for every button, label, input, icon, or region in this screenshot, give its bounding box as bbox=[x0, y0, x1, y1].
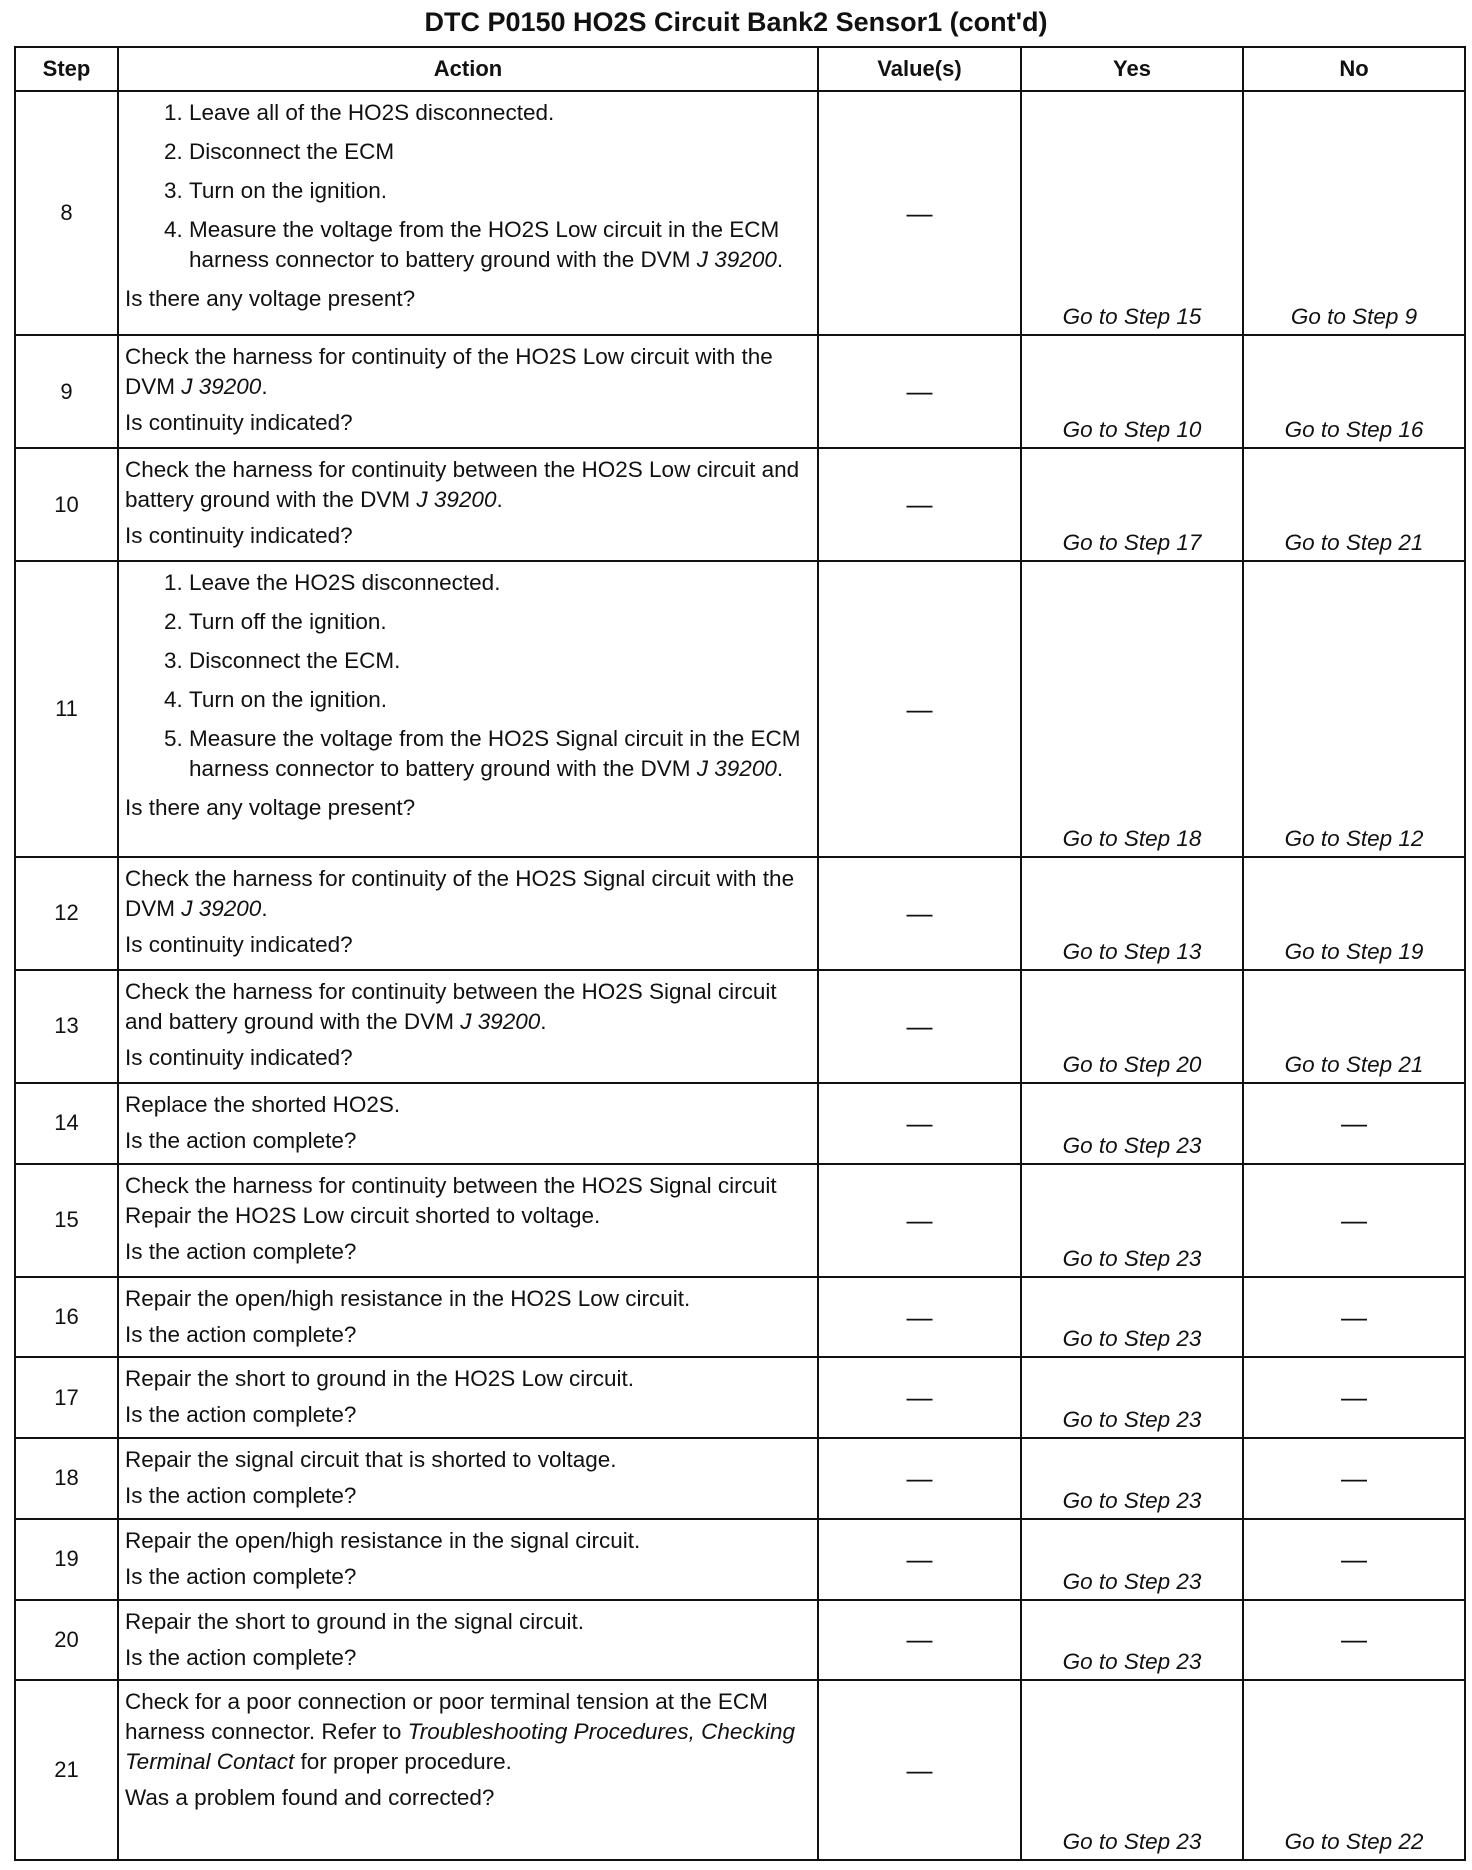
action-cell bbox=[118, 857, 818, 970]
step-number: 13 bbox=[15, 970, 118, 1083]
step-number: 18 bbox=[15, 1438, 118, 1519]
value-cell: — bbox=[818, 448, 1021, 561]
action-cell bbox=[118, 1600, 818, 1681]
yes-cell: Go to Step 23 bbox=[1021, 1164, 1243, 1277]
yes-cell: Go to Step 15 bbox=[1021, 91, 1243, 335]
action-text bbox=[125, 1687, 809, 1777]
action-cell bbox=[118, 1083, 818, 1164]
table-row bbox=[15, 1600, 1465, 1681]
action-cell bbox=[118, 335, 818, 448]
step-number: 10 bbox=[15, 448, 118, 561]
tool-reference: J 39200 bbox=[181, 374, 262, 400]
action-cell bbox=[118, 448, 818, 561]
action-text: Repair the short to ground in the HO2S Low circuit. bbox=[125, 1366, 635, 1392]
action-text: Check the harness for continuity between the HO2S Low circuit and battery ground with the DVM J 39200. bbox=[125, 457, 800, 513]
action-cell bbox=[118, 91, 818, 335]
header-no: No bbox=[1243, 47, 1465, 91]
yes-cell: Go to Step 23 bbox=[1021, 1519, 1243, 1600]
action-cell bbox=[118, 1438, 818, 1519]
action-question: Is continuity indicated? bbox=[125, 410, 353, 436]
action-question: Is continuity indicated? bbox=[125, 931, 353, 957]
tool-reference: J 39200 bbox=[416, 487, 497, 513]
yes-cell: Go to Step 23 bbox=[1021, 1438, 1243, 1519]
action-cell bbox=[118, 970, 818, 1083]
yes-cell: Go to Step 10 bbox=[1021, 335, 1243, 448]
action-cell bbox=[118, 1680, 818, 1860]
action-text: Check the harness for continuity between the HO2S Signal circuit and battery ground with the DVM J 39200. bbox=[125, 978, 777, 1034]
substep: 1. Leave all of the HO2S disconnected. bbox=[189, 98, 809, 128]
value-cell: — bbox=[818, 1438, 1021, 1519]
substep: 4. Turn on the ignition. bbox=[189, 685, 809, 715]
action-question: Is the action complete? bbox=[125, 1644, 357, 1670]
step-number: 11 bbox=[15, 561, 118, 857]
action-cell bbox=[118, 1519, 818, 1600]
action-cell bbox=[118, 1277, 818, 1358]
action-question: Is the action complete? bbox=[125, 1402, 357, 1428]
value-cell: — bbox=[818, 1600, 1021, 1681]
action-question: Is continuity indicated? bbox=[125, 523, 353, 549]
action-question: Is there any voltage present? bbox=[125, 286, 416, 311]
yes-cell: Go to Step 23 bbox=[1021, 1277, 1243, 1358]
yes-cell: Go to Step 18 bbox=[1021, 561, 1243, 857]
action-text: Check the harness for continuity of the HO2S Signal circuit with the DVM J 39200. bbox=[125, 865, 795, 921]
document-title: DTC P0150 HO2S Circuit Bank2 Sensor1 (cont'd) bbox=[424, 7, 1048, 37]
table-row bbox=[15, 1357, 1465, 1438]
action-question: Was a problem found and corrected? bbox=[125, 1785, 495, 1811]
yes-cell: Go to Step 17 bbox=[1021, 448, 1243, 561]
yes-cell: Go to Step 23 bbox=[1021, 1600, 1243, 1681]
value-cell: — bbox=[818, 1357, 1021, 1438]
action-text: Replace the shorted HO2S. bbox=[125, 1091, 401, 1117]
action-text: Repair the short to ground in the signal circuit. bbox=[125, 1608, 584, 1634]
value-cell: — bbox=[818, 857, 1021, 970]
action-text: Check the harness for continuity of the HO2S Low circuit with the DVM J 39200. bbox=[125, 344, 773, 400]
value-cell: — bbox=[818, 561, 1021, 857]
yes-cell: Go to Step 23 bbox=[1021, 1083, 1243, 1164]
action-text-lead: Check for a poor connection or poor terminal tension at the ECM harness connector. Refer to bbox=[125, 1689, 768, 1745]
step-number: 15 bbox=[15, 1164, 118, 1277]
value-cell: — bbox=[818, 1164, 1021, 1277]
step-number: 16 bbox=[15, 1277, 118, 1358]
table-row bbox=[15, 91, 1465, 335]
value-cell: — bbox=[818, 335, 1021, 448]
no-cell: Go to Step 21 bbox=[1243, 448, 1465, 561]
step-number: 17 bbox=[15, 1357, 118, 1438]
step-number: 12 bbox=[15, 857, 118, 970]
table-row bbox=[15, 448, 1465, 561]
header-values: Value(s) bbox=[818, 47, 1021, 91]
substep: 5. Measure the voltage from the HO2S Signal circuit in the ECM harness connector to battery ground with the DVM J 39200. bbox=[189, 724, 809, 784]
no-cell: — bbox=[1243, 1083, 1465, 1164]
value-cell: — bbox=[818, 1277, 1021, 1358]
no-cell: Go to Step 16 bbox=[1243, 335, 1465, 448]
tool-reference: J 39200 bbox=[181, 895, 262, 921]
action-text: Repair the open/high resistance in the signal circuit. bbox=[125, 1527, 641, 1553]
no-cell: — bbox=[1243, 1357, 1465, 1438]
no-cell: Go to Step 22 bbox=[1243, 1680, 1465, 1860]
header-step: Step bbox=[15, 47, 118, 91]
table-row bbox=[15, 1164, 1465, 1277]
yes-cell: Go to Step 23 bbox=[1021, 1357, 1243, 1438]
substep: 2. Turn off the ignition. bbox=[189, 607, 809, 637]
yes-cell: Go to Step 13 bbox=[1021, 857, 1243, 970]
table-row bbox=[15, 1277, 1465, 1358]
value-cell: — bbox=[818, 970, 1021, 1083]
substep: 2. Disconnect the ECM bbox=[189, 137, 809, 167]
table-header-row bbox=[15, 47, 1465, 91]
header-action: Action bbox=[118, 47, 818, 91]
step-number: 8 bbox=[15, 91, 118, 335]
action-question: Is the action complete? bbox=[125, 1321, 357, 1347]
action-cell bbox=[118, 561, 818, 857]
step-number: 19 bbox=[15, 1519, 118, 1600]
action-question: Is there any voltage present? bbox=[125, 795, 416, 821]
action-question: Is the action complete? bbox=[125, 1483, 357, 1509]
substep: 3. Disconnect the ECM. bbox=[189, 646, 809, 676]
yes-cell: Go to Step 23 bbox=[1021, 1680, 1243, 1860]
table-row bbox=[15, 857, 1465, 970]
header-yes: Yes bbox=[1021, 47, 1243, 91]
action-text: Check the harness for continuity between the HO2S Signal circuit Repair the HO2S Low circuit shorted to voltage. bbox=[125, 1172, 777, 1228]
value-cell: — bbox=[818, 1680, 1021, 1860]
step-number: 20 bbox=[15, 1600, 118, 1681]
no-cell: Go to Step 19 bbox=[1243, 857, 1465, 970]
action-cell bbox=[118, 1164, 818, 1277]
table-row bbox=[15, 1680, 1465, 1860]
substep: 1. Leave the HO2S disconnected. bbox=[189, 568, 809, 598]
substep-list bbox=[125, 568, 809, 784]
table-row bbox=[15, 561, 1465, 857]
action-question: Is the action complete? bbox=[125, 1127, 357, 1153]
substep-list bbox=[125, 98, 809, 275]
no-cell: — bbox=[1243, 1277, 1465, 1358]
value-cell: — bbox=[818, 1083, 1021, 1164]
substep: 3. Turn on the ignition. bbox=[189, 176, 809, 206]
table-row bbox=[15, 335, 1465, 448]
yes-cell: Go to Step 20 bbox=[1021, 970, 1243, 1083]
diagnostic-table bbox=[14, 46, 1466, 1861]
no-cell: — bbox=[1243, 1164, 1465, 1277]
value-cell: — bbox=[818, 91, 1021, 335]
table-row bbox=[15, 1438, 1465, 1519]
tool-reference: J 39200 bbox=[696, 247, 777, 272]
action-text: Repair the signal circuit that is shorted to voltage. bbox=[125, 1447, 617, 1473]
value-cell: — bbox=[818, 1519, 1021, 1600]
no-cell: Go to Step 21 bbox=[1243, 970, 1465, 1083]
procedure-reference: Troubleshooting Procedures, Checking Terminal Contact bbox=[125, 1719, 795, 1775]
action-question: Is continuity indicated? bbox=[125, 1044, 353, 1070]
action-text: Repair the open/high resistance in the HO2S Low circuit. bbox=[125, 1285, 691, 1311]
tool-reference: J 39200 bbox=[696, 756, 777, 782]
step-number: 21 bbox=[15, 1680, 118, 1860]
no-cell: — bbox=[1243, 1438, 1465, 1519]
no-cell: — bbox=[1243, 1600, 1465, 1681]
no-cell: Go to Step 9 bbox=[1243, 91, 1465, 335]
action-question: Is the action complete? bbox=[125, 1563, 357, 1589]
action-text-tail: for proper procedure. bbox=[300, 1749, 512, 1775]
step-number: 9 bbox=[15, 335, 118, 448]
no-cell: — bbox=[1243, 1519, 1465, 1600]
no-cell: Go to Step 12 bbox=[1243, 561, 1465, 857]
table-row bbox=[15, 1083, 1465, 1164]
substep: 4. Measure the voltage from the HO2S Low circuit in the ECM harness connector to battery ground with the DVM J 39200. bbox=[189, 215, 809, 275]
table-row bbox=[15, 1519, 1465, 1600]
action-question: Is the action complete? bbox=[125, 1238, 357, 1264]
tool-reference: J 39200 bbox=[460, 1008, 541, 1034]
table-row bbox=[15, 970, 1465, 1083]
step-number: 14 bbox=[15, 1083, 118, 1164]
action-cell bbox=[118, 1357, 818, 1438]
